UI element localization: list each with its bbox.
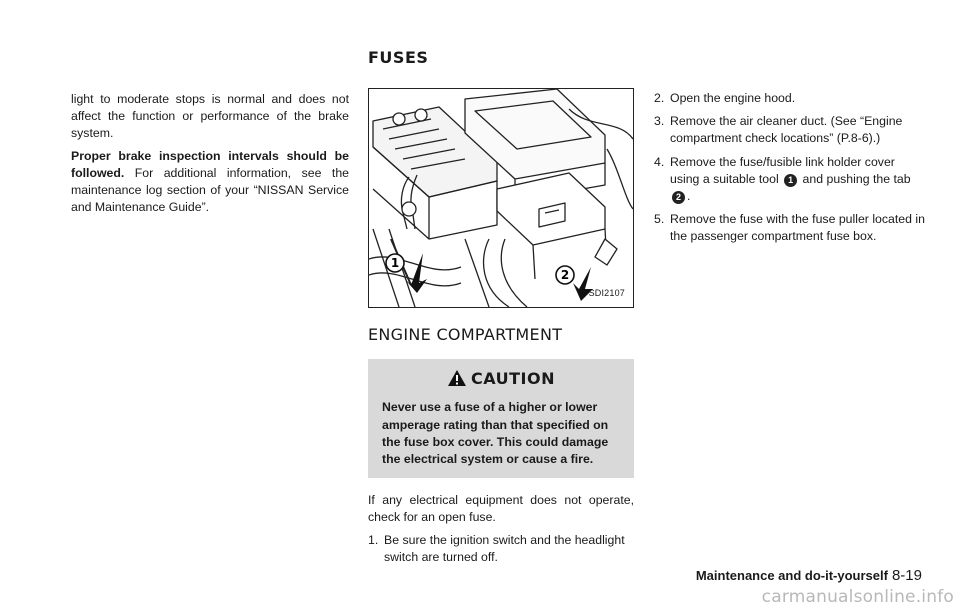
caution-box xyxy=(368,359,634,478)
step-1 xyxy=(368,532,634,566)
paragraph-check-fuse: If any electrical equipment does not operate, check for an open fuse. xyxy=(368,493,634,525)
section-title: ENGINE COMPARTMENT xyxy=(368,325,563,344)
column-right xyxy=(654,90,925,252)
step-4 xyxy=(654,154,925,206)
figure-callout-2: 2 xyxy=(560,268,570,282)
engine-illustration xyxy=(369,89,633,307)
step-1-number: 1. xyxy=(368,532,379,547)
page-footer xyxy=(696,567,922,584)
inspection-detail: For additional information, see the maintenance log section of your “NISSAN Service and Maintenance Guide”. xyxy=(71,165,349,215)
step-4-text-b: and pushing the tab xyxy=(799,171,911,186)
step-5 xyxy=(654,211,925,245)
callout-2-icon: 2 xyxy=(672,191,685,204)
step-4-number: 4. xyxy=(654,154,665,169)
caution-heading xyxy=(378,369,624,390)
step-5-number: 5. xyxy=(654,212,665,227)
watermark: carmanualsonline.info xyxy=(761,587,954,607)
engine-compartment-figure xyxy=(368,88,634,308)
paragraph-brake-stops: light to moderate stops is normal and does not affect the function or performance of the brake system. xyxy=(71,92,349,141)
column-left xyxy=(71,91,349,221)
footer-section: Maintenance and do-it-yourself xyxy=(695,568,888,583)
caution-text: Never use a fuse of a higher or lower amperage rating than that specified on the fuse box cover. This could damage the electrical system or cause a fire. xyxy=(382,400,609,467)
paragraph-inspection xyxy=(71,148,349,217)
step-2-number: 2. xyxy=(654,91,665,105)
step-5-text: Remove the fuse with the fuse puller located in the passenger compartment fuse box. xyxy=(670,212,925,244)
figure-callout-1: 1 xyxy=(390,256,400,270)
step-3-text: Remove the air cleaner duct. (See “Engine compartment check locations” (P.8-6).) xyxy=(670,114,903,146)
step-2 xyxy=(654,90,925,107)
warning-triangle-icon xyxy=(447,369,467,390)
figure-code: SDI2107 xyxy=(588,287,625,298)
steps-list-right xyxy=(654,90,925,246)
page-heading: FUSES xyxy=(368,48,429,67)
step-4-text-a: Remove the fuse/fusible link holder cover using a suitable tool xyxy=(670,154,895,186)
caution-title: CAUTION xyxy=(471,369,555,389)
step-3-number: 3. xyxy=(654,114,665,129)
step-1-text: Be sure the ignition switch and the headlight switch are turned off. xyxy=(384,532,625,564)
column-middle xyxy=(368,88,634,572)
steps-list-middle xyxy=(368,532,634,566)
page-number: 8-19 xyxy=(891,567,922,584)
step-4-text-end: . xyxy=(687,189,691,204)
step-3 xyxy=(654,113,925,147)
step-2-text: Open the engine hood. xyxy=(670,91,796,105)
callout-1-icon: 1 xyxy=(784,174,797,187)
inspection-emphasis: Proper brake inspection intervals should be followed. xyxy=(71,148,349,180)
